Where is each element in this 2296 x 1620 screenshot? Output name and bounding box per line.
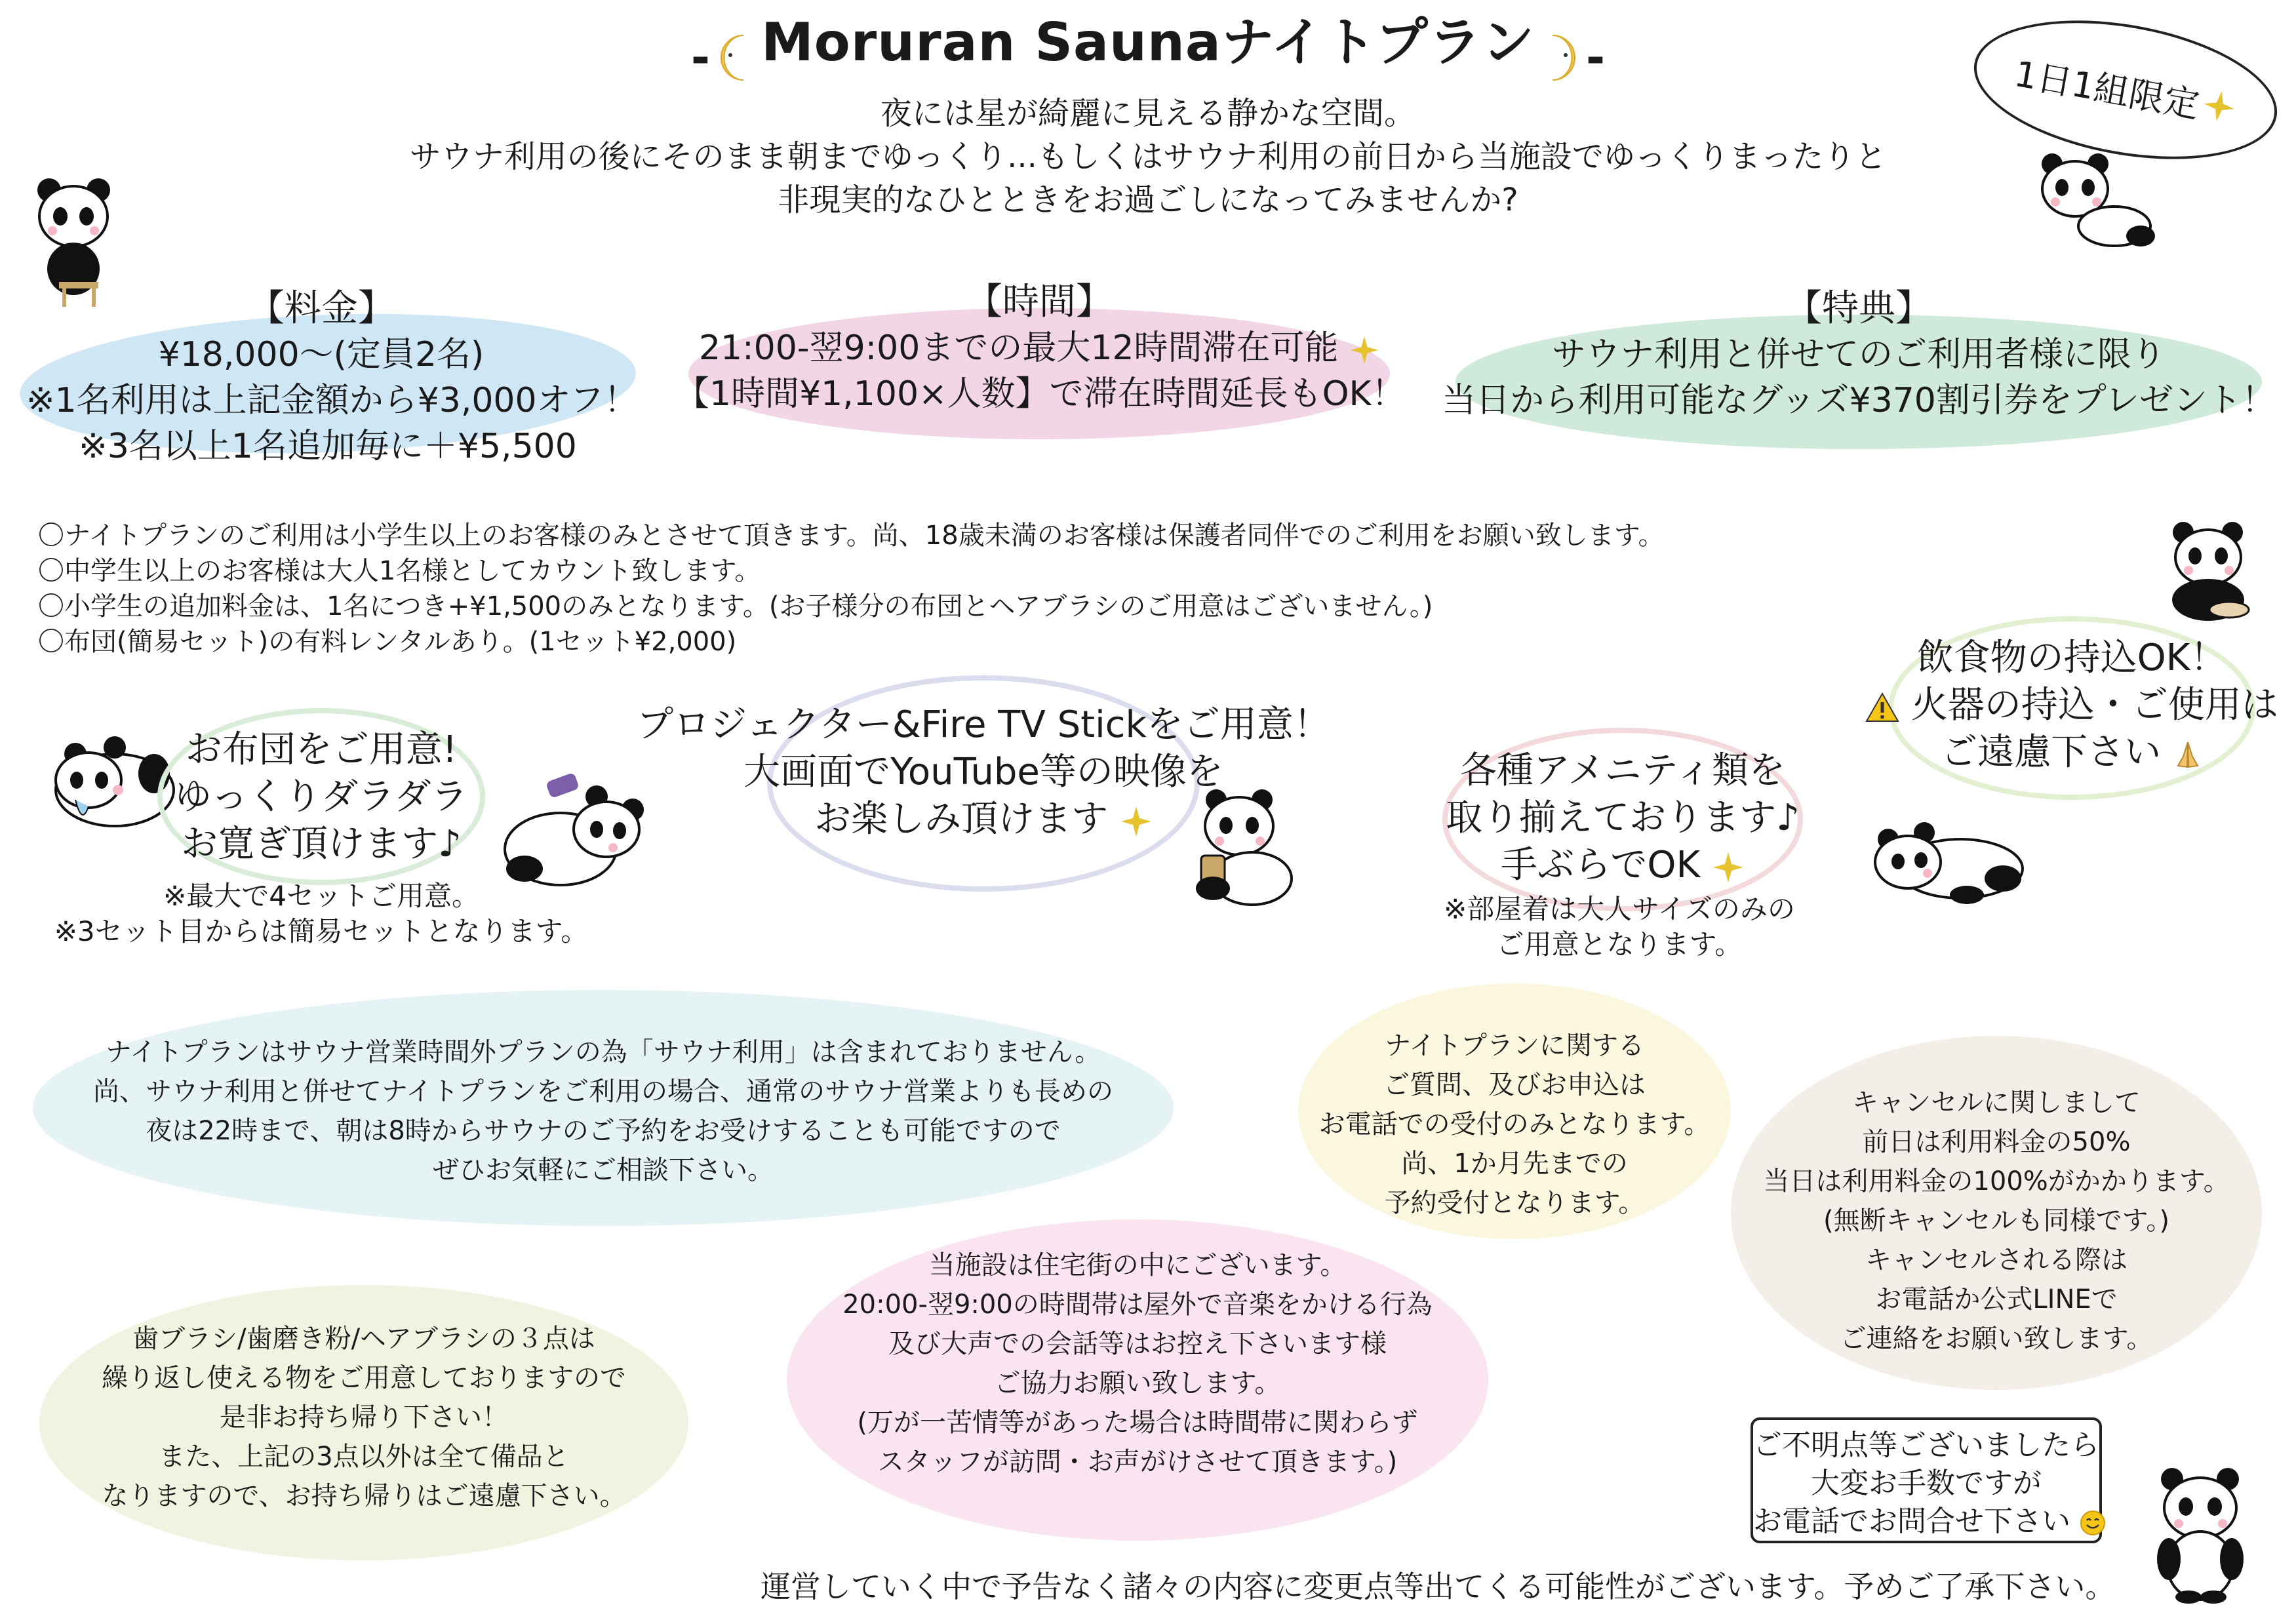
panda-icon bbox=[2143, 1461, 2261, 1605]
title-right-dash: - bbox=[1586, 30, 1606, 85]
page-title: Moruran Saunaナイトプラン bbox=[761, 12, 1535, 73]
food-line: 飲食物の持込OK！ bbox=[1916, 637, 2227, 679]
cancel-line: (無断キャンセルも同様です。) bbox=[1823, 1206, 2169, 1236]
moon-icon bbox=[1538, 31, 1579, 84]
cancel-line: ご連絡をお願い致します。 bbox=[1840, 1324, 2153, 1354]
projector-line: プロジェクター&Fire TV Stickをご用意！ bbox=[637, 703, 1330, 746]
contact-line: ご質問、及びお申込は bbox=[1383, 1070, 1646, 1100]
neighborhood-line: 及び大声での会話等はお控え下さいます様 bbox=[888, 1329, 1387, 1359]
amenity-line bbox=[1423, 842, 1823, 889]
toiletries-bubble bbox=[39, 1319, 688, 1516]
intro-line: 非現実的なひとときをお過ごしになってみませんか? bbox=[778, 182, 1518, 218]
callout-line: ご不明点等ございましたら bbox=[1753, 1429, 2099, 1462]
time-heading: 【時間】 bbox=[966, 281, 1113, 323]
projector-line bbox=[629, 796, 1337, 843]
futon-note: ※3セット目からは簡易セットとなります。 bbox=[54, 915, 589, 947]
neighborhood-line: ご協力お願い致します。 bbox=[994, 1368, 1281, 1398]
food-section bbox=[1855, 635, 2288, 776]
time-line bbox=[675, 325, 1403, 371]
benefit-line: 当日から利用可能なグッズ¥370割引券をプレゼント！ bbox=[1442, 381, 2276, 420]
futon-section bbox=[131, 726, 511, 868]
amenity-line: 各種アメニティ類を bbox=[1459, 749, 1786, 792]
price-section bbox=[26, 286, 639, 469]
contact-line: 予約受付となります。 bbox=[1384, 1188, 1645, 1218]
callout-line: 大変お手数ですが bbox=[1811, 1467, 2042, 1500]
cancel-line: キャンセルに関しまして bbox=[1852, 1088, 2141, 1118]
price-line: ¥18,000～(定員2名) bbox=[158, 335, 485, 374]
benefit-section bbox=[1429, 286, 2288, 424]
panda-icon bbox=[2026, 144, 2157, 256]
cancel-line: お電話か公式LINEで bbox=[1875, 1284, 2118, 1314]
toiletries-line: 歯ブラシ/歯磨き粉/ヘアブラシの３点は bbox=[132, 1324, 595, 1354]
notes-list bbox=[38, 518, 1665, 660]
title-row bbox=[0, 7, 2296, 85]
plan-line: 尚、サウナ利用と併せてナイトプランをご利用の場合、通常のサウナ営業よりも長めの bbox=[93, 1077, 1113, 1107]
smile-icon bbox=[2080, 1510, 2106, 1536]
benefit-line: サウナ利用と併せてのご利用者様に限り bbox=[1551, 335, 2166, 374]
toiletries-line: また、上記の3点以外は全て備品と bbox=[159, 1442, 569, 1472]
note-item: 〇小学生の追加料金は、1名につき+¥1,500のみとなります。(お子様分の布団とヘアブラシのご用意はございません。) bbox=[38, 591, 1433, 622]
toiletries-line: 是非お持ち帰り下さい！ bbox=[220, 1402, 508, 1432]
inquiry-callout bbox=[1751, 1417, 2102, 1543]
futon-line: ゆっくりダラダラ bbox=[174, 776, 468, 818]
toiletries-line: なりますので、お持ち帰りはご遠慮下さい。 bbox=[102, 1481, 626, 1511]
contact-line: お電話での受付のみとなります。 bbox=[1318, 1109, 1711, 1139]
plan-line: 夜は22時まで、朝は8時からサウナのご予約をお受けすることも可能ですので bbox=[146, 1116, 1061, 1146]
cancel-bubble bbox=[1731, 1083, 2262, 1358]
title-left-dash: - bbox=[690, 30, 710, 85]
food-line-text: ご遠慮下さい bbox=[1941, 731, 2162, 774]
futon-note: ※最大で4セットご用意。 bbox=[163, 880, 479, 912]
futon-line: お布団をご用意! bbox=[185, 728, 458, 771]
amenity-note: ※部屋着は大人サイズのみの bbox=[1444, 893, 1795, 925]
cancel-line: 前日は利用料金の50% bbox=[1862, 1127, 2131, 1157]
contact-line: 尚、1か月先までの bbox=[1401, 1149, 1628, 1179]
price-line: ※3名以上1名追加毎に＋¥5,500 bbox=[79, 427, 577, 466]
sparkle-icon bbox=[1349, 335, 1379, 365]
note-item: 〇布団(簡易セット)の有料レンタルあり。(1セット¥2,000) bbox=[38, 627, 737, 657]
time-line: 【1時間¥1,100×人数】で滞在時間延長もOK！ bbox=[675, 374, 1406, 414]
price-heading: 【料金】 bbox=[248, 287, 395, 330]
cancel-line: 当日は利用料金の100%がかかります。 bbox=[1763, 1166, 2230, 1196]
projector-section bbox=[629, 701, 1337, 843]
neighborhood-line: スタッフが訪問・お声がけさせて頂きます。) bbox=[877, 1447, 1398, 1477]
note-item: 〇中学生以上のお客様は大人1名様としてカウント致します。 bbox=[38, 556, 761, 586]
panda-icon bbox=[498, 770, 649, 895]
projector-line-text: お楽しみ頂けます bbox=[814, 798, 1109, 840]
amenity-line: 取り揃えております♪ bbox=[1446, 797, 1800, 839]
amenity-line-text: 手ぶらでOK bbox=[1500, 844, 1701, 886]
intro-line: サウナ利用の後にそのまま朝までゆっくり...もしくはサウナ利用の前日から当施設でゆっくりまったりと bbox=[409, 138, 1887, 175]
neighborhood-line: (万が一苦情等があった場合は時間帯に関わらず bbox=[857, 1408, 1418, 1438]
neighborhood-line: 当施設は住宅街の中にございます。 bbox=[928, 1250, 1347, 1280]
limited-badge-text: 1日1組限定 bbox=[2011, 52, 2203, 126]
sparkle-icon bbox=[1120, 805, 1153, 838]
warning-icon bbox=[1865, 692, 1899, 723]
note-item: 〇ナイトプランのご利用は小学生以上のお客様のみとさせて頂きます。尚、18歳未満のお客様は保護者同伴でのご利用をお願い致します。 bbox=[38, 521, 1665, 551]
neighborhood-line: 20:00-翌9:00の時間帯は屋外で音楽をかける行為 bbox=[842, 1290, 1433, 1320]
plan-line: ナイトプランはサウナ営業時間外プランの為「サウナ利用」は含まれておりません。 bbox=[105, 1037, 1101, 1067]
futon-notes bbox=[26, 879, 616, 949]
footer-note: 運営していく中で予告なく諸々の内容に変更点等出てくる可能性がございます。予めご了承下さい。 bbox=[761, 1569, 2116, 1604]
amenity-section bbox=[1423, 747, 1823, 889]
intro-line: 夜には星が綺麗に見える静かな空間。 bbox=[880, 95, 1415, 132]
projector-line: 大画面でYouTube等の映像を bbox=[743, 751, 1223, 793]
food-line bbox=[1855, 682, 2288, 729]
callout-line bbox=[1753, 1503, 2099, 1541]
plan-bubble bbox=[39, 1033, 1167, 1190]
amenity-note: ご用意となります。 bbox=[1496, 928, 1743, 960]
benefit-heading: 【特典】 bbox=[1785, 287, 1932, 330]
intro-text bbox=[0, 92, 2296, 222]
food-line bbox=[1855, 729, 2288, 776]
price-line: ※1名利用は上記金額から¥3,000オフ！ bbox=[26, 381, 639, 420]
plan-line: ぜひお気軽にご相談下さい。 bbox=[433, 1155, 774, 1185]
panda-icon bbox=[2150, 518, 2268, 629]
callout-line-text: お電話でお問合せ下さい bbox=[1753, 1505, 2070, 1538]
contact-line: ナイトプランに関する bbox=[1385, 1031, 1644, 1061]
moon-icon bbox=[717, 31, 758, 84]
time-section bbox=[675, 279, 1406, 417]
time-line-text: 21:00-翌9:00までの最大12時間滞在可能 bbox=[698, 328, 1339, 368]
pray-icon bbox=[2173, 740, 2203, 770]
futon-line: お寛ぎ頂けます♪ bbox=[181, 823, 462, 865]
toiletries-line: 繰り返し使える物をご用意しておりますので bbox=[102, 1363, 626, 1393]
food-line-text: 火器の持込・ご使用は bbox=[1910, 684, 2278, 726]
sparkle-icon bbox=[1712, 851, 1745, 884]
panda-icon bbox=[1862, 813, 2032, 911]
neighborhood-bubble bbox=[787, 1246, 1488, 1482]
contact-bubble bbox=[1298, 1026, 1731, 1223]
cancel-line: キャンセルされる際は bbox=[1865, 1245, 2128, 1275]
amenity-notes bbox=[1403, 892, 1836, 962]
